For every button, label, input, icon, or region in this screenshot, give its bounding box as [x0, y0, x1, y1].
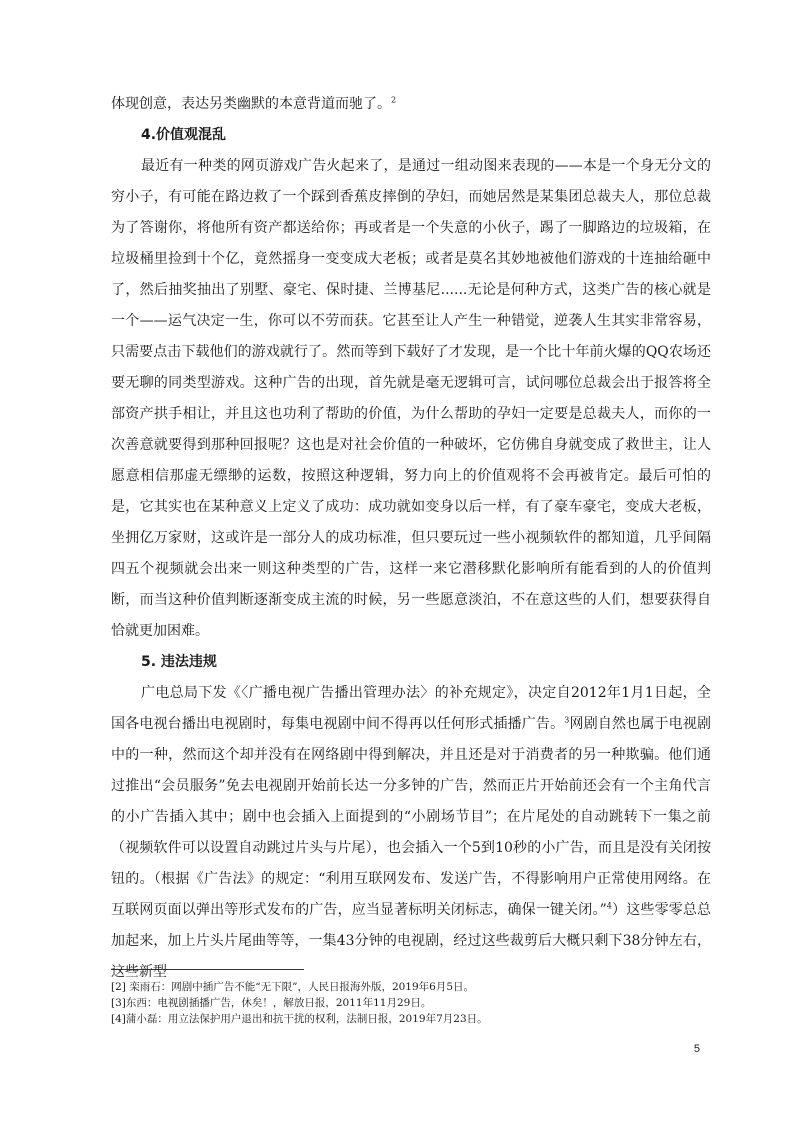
- section-paragraph: 广电总局下发《〈广播电视广告播出管理办法〉的补充规定》，决定自2012年1月1日起，全国各电视台播出电视剧时，每集电视剧中间不得再以任何形式插播广告。$^3$网剧自然也属于电视剧中的一种，然而这个却并没有在网络剧中得到解决，并且还是对于消费者的另一种欺骗。他们通过推出“会员服务”免去电视剧开始前长达一分多钟的广告，然而正片开始前还会有一个主角代言的小广告插入其中；剧中也会插入上面提到的“小剧场节目”；在片尾处的自动跳转下一集之前（视频软件可以设置自动跳过片头与片尾），也会插入一个5到10秒的小广告，而且是没有关闭按钮的。（根据《广告法》的规定：“利用互联网发布、发送广告，不得影响用户正常使用网络。在互联网页面以弹出等形式发布的广告，应当显著标明关闭标志，确保一键关闭。”$^4$）这些零零总总加起来，加上片头片尾曲等等，一集43分钟的电视剧，经过这些裁剪后大概只剩下38分钟左右，这些新型: [111, 685, 712, 980]
- footnote-ref[interactable]: 2: [391, 95, 397, 105]
- section-heading: 4.价值观混乱: [141, 127, 227, 143]
- footnote-ref[interactable]: 4: [606, 901, 612, 911]
- body-text: [111, 89, 711, 988]
- footnote-ref[interactable]: 3: [564, 715, 570, 725]
- section-paragraph: 最近有一种类的网页游戏广告火起来了，是通过一组动图来表现的——本是一个身无分文的穷小子，有可能在路边救了一个踩到香蕉皮摔倒的孕妇，而她居然是某集团总裁夫人，那位总裁为了答谢你，将他所有资产都送给你；再或者是一个失意的小伙子，踢了一脚路边的垃圾箱，在垃圾桶里捡到十个亿，竟然摇身一变变成大老板；或者是莫名其妙地被他们游戏的十连抽给砸中了，然后抽奖抽出了别墅、豪宅、保时捷、兰博基尼......无论是何种方式，这类广告的核心就是一个——运气决定一生，你可以不劳而获。它甚至让人产生一种错觉，逆袭人生其实非常容易，只需要点击下载他们的游戏就行了。然而等到下载好了才发现，是一个比十年前火爆的QQ农场还要无聊的同类型游戏。这种广告的出现，首先就是毫无逻辑可言，试问哪位总裁会出于报答将全部资产拱手相让，并且这也功利了帮助的价值，为什么帮助的孕妇一定要是总裁夫人，而你的一次善意就要得到那种回报呢？这也是对社会价值的一种破坏，它仿佛自身就变成了救世主，让人愿意相信那虚无缥缈的运数，按照这种逻辑，努力向上的价值观将不会再被肯定。最后可怕的是，它其实也在某种意义上定义了成功：成功就如变身以后一样，有了豪车豪宅，变成大老板，坐拥亿万家财，这或许是一部分人的成功标准，但只要玩过一些小视频软件的都知道，几乎间隔四五个视频就会出来一则这种类型的广告，这样一来它潜移默化影响所有能看到的人的价值判断，而当这种价值判断逐渐变成主流的时候，另一些愿意淡泊，不在意这些的人们，想要获得自恰就更加困难。: [111, 158, 711, 639]
- footnote-divider: [111, 969, 304, 970]
- continued-paragraph: 体现创意，表达另类幽默的本意背道而驰了。$^2$: [111, 95, 397, 112]
- footnote: [3]东西：电视剧插播广告，休矣！，解放日报，2011年11月29日。: [111, 997, 432, 1009]
- footnote: [4]蒲小磊：用立法保护用户退出和抗干扰的权利，法制日报，2019年7月23日。: [111, 1013, 488, 1025]
- page-number: 5: [693, 1043, 700, 1055]
- footnotes: [111, 979, 731, 1027]
- footnote: [2] 栾雨石：网剧中插广告不能“无下限”，人民日报海外版，2019年6月5日。: [111, 981, 475, 993]
- section-heading: 5. 违法违规: [141, 654, 217, 670]
